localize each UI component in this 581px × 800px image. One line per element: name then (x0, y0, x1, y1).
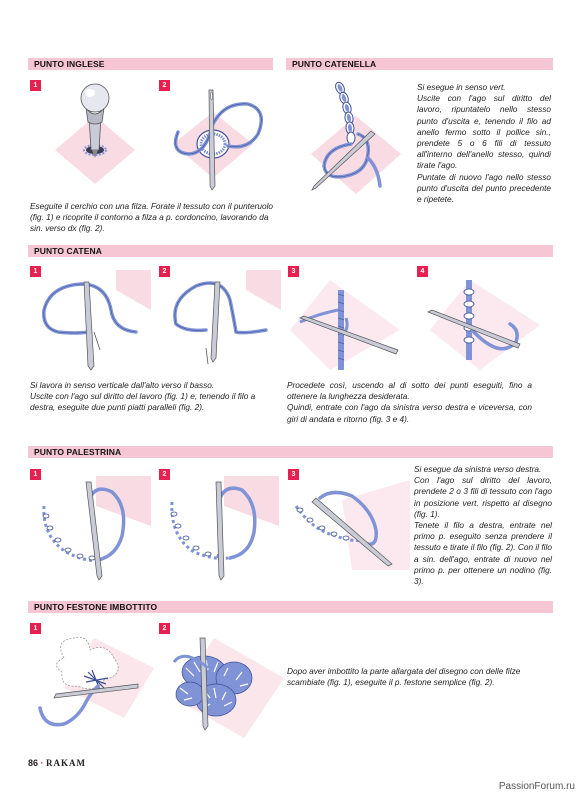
illustration-catena-fig3 (290, 270, 410, 370)
paragraph: Si lavora in senso verticale dall'alto verso il basso. (30, 380, 215, 390)
page-footer (28, 758, 86, 768)
text-catenella (417, 82, 551, 205)
page-number: 86 (28, 758, 39, 768)
illustration-palestrina-fig1 (36, 476, 151, 586)
section-title: PUNTO FESTONE IMBOTTITO (34, 602, 158, 612)
paragraph: Uscite con l'ago sul diritto del lavoro, ripuntatelo nello stesso punto d'uscita e, tenendo il filo ad anello fermo sotto il pollice sin., prendete 5 o 6 fili di tessuto all'interno dell'anello stesso, quindi tirate l'ago. (417, 93, 551, 171)
illustration-catena-fig2 (166, 270, 281, 380)
text-palestrina (414, 464, 552, 587)
paragraph: Quindi, entrate con l'ago da sinistra verso destra e viceversa, con giri di andata e ritorno (fig. 3 e 4). (287, 402, 532, 424)
figure-badge-3: 3 (288, 469, 299, 480)
section-header-punto-catenella (286, 58, 553, 70)
section-title: PUNTO INGLESE (34, 59, 105, 69)
figure-badge-4: 4 (417, 266, 428, 277)
illustration-inglese-fig1 (40, 78, 150, 188)
text-festone: Dopo aver imbottito la parte allargata del disegno con delle filze scambiate (fig. 1), eseguite il p. festone semplice (fig. 2). (287, 666, 521, 688)
paragraph: Si esegue in senso vert. (417, 82, 506, 92)
text-catena-left (30, 380, 275, 414)
section-header-punto-inglese (28, 58, 273, 70)
illustration-palestrina-fig2 (164, 476, 279, 586)
section-header-punto-festone-imbottito (28, 601, 553, 613)
magazine-name: RAKAM (46, 758, 87, 768)
section-title: PUNTO CATENA (34, 246, 102, 256)
text-catena-right (287, 380, 532, 425)
figure-badge-1: 1 (30, 80, 41, 91)
figure-badge-2: 2 (159, 469, 170, 480)
text-inglese: Eseguite il cerchio con una filza. Forate il tessuto con il punteruolo (fig. 1) e ricoprite il contorno a filza a p. cordoncino, lavorando da sin. verso dx (fig. 2). (30, 201, 274, 234)
illustration-palestrina-fig3 (292, 480, 410, 570)
paragraph: Si esegue da sinistra verso destra. (414, 464, 542, 474)
figure-badge-3: 3 (288, 266, 299, 277)
figure-badge-2: 2 (159, 266, 170, 277)
footer-separator: · (40, 758, 44, 768)
illustration-catena-fig1 (36, 270, 151, 380)
section-header-punto-palestrina (28, 446, 553, 458)
paragraph: Uscite con l'ago sul diritto del lavoro (fig. 1) e, tenendo il filo a destra, eseguite due punti piatti paralleli (fig. 2). (30, 391, 256, 413)
figure-badge-1: 1 (30, 266, 41, 277)
figure-badge-1: 1 (30, 469, 41, 480)
paragraph: Procedete così, uscendo al di sotto dei punti eseguiti, fino a ottenere la lunghezza desiderata. (287, 380, 532, 402)
illustration-festone-fig2 (164, 628, 284, 738)
section-header-punto-catena (28, 245, 553, 257)
illustration-festone-fig1 (34, 628, 154, 738)
illustration-catenella (296, 76, 411, 206)
illustration-catena-fig4 (420, 270, 540, 370)
paragraph: Tenete il filo a destra, entrate nel primo p. eseguito senza prendere il tessuto e tirate il filo (fig. 2). Con il filo a sin. dell'ago, entrate di nuovo nel primo p. per ottenere un nodino (fig. 3). (414, 520, 552, 587)
watermark: PassionForum.ru (498, 781, 575, 792)
figure-badge-2: 2 (159, 80, 170, 91)
figure-badge-1: 1 (30, 623, 41, 634)
paragraph: Con l'ago sul diritto del lavoro, prendete 2 o 3 fili di tessuto con l'ago in posizione vert. rispetto al disegno (fig. 1). (414, 475, 552, 519)
illustration-inglese-fig2 (168, 82, 273, 192)
section-title: PUNTO PALESTRINA (34, 447, 122, 457)
section-title: PUNTO CATENELLA (292, 59, 377, 69)
paragraph: Puntate di nuovo l'ago nello stesso punto d'uscita del punto precedente e ripetete. (417, 171, 551, 205)
figure-badge-2: 2 (159, 623, 170, 634)
